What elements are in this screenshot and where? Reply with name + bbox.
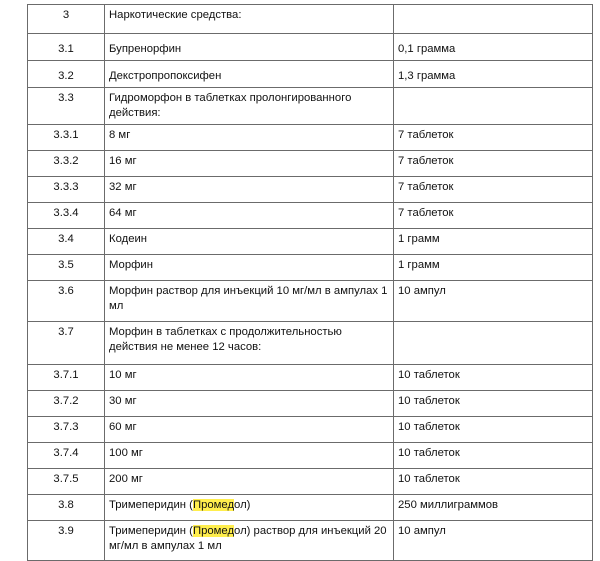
drug-name: Морфин раствор для инъекций 10 мг/мл в ампулах 1 мл [105, 281, 394, 322]
drug-quantity-table [27, 4, 593, 561]
drug-quantity: 0,1 грамма [394, 34, 593, 61]
row-number: 3.3.2 [28, 151, 105, 177]
drug-quantity: 10 таблеток [394, 417, 593, 443]
drug-name: 30 мг [105, 391, 394, 417]
row-number: 3.3 [28, 88, 105, 125]
drug-quantity: 10 таблеток [394, 365, 593, 391]
table-row [28, 229, 593, 255]
row-number: 3.3.1 [28, 125, 105, 151]
table-row [28, 255, 593, 281]
drug-quantity: 10 таблеток [394, 469, 593, 495]
drug-name-part: Тримеперидин ( [109, 525, 193, 537]
drug-quantity [394, 88, 593, 125]
table-row [28, 322, 593, 365]
drug-quantity: 10 таблеток [394, 391, 593, 417]
row-number: 3.7.2 [28, 391, 105, 417]
drug-quantity: 10 ампул [394, 521, 593, 561]
drug-name: 16 мг [105, 151, 394, 177]
row-number: 3.2 [28, 61, 105, 88]
table-row [28, 281, 593, 322]
drug-quantity [394, 5, 593, 34]
drug-name: Декстропропоксифен [105, 61, 394, 88]
drug-name: 8 мг [105, 125, 394, 151]
drug-quantity: 7 таблеток [394, 151, 593, 177]
drug-quantity: 250 миллиграммов [394, 495, 593, 521]
row-number: 3.5 [28, 255, 105, 281]
drug-name [105, 495, 394, 521]
row-number: 3.1 [28, 34, 105, 61]
table-row [28, 495, 593, 521]
drug-name: Бупренорфин [105, 34, 394, 61]
row-number: 3.9 [28, 521, 105, 561]
table-row [28, 521, 593, 561]
drug-name: 100 мг [105, 443, 394, 469]
drug-name: 32 мг [105, 177, 394, 203]
drug-name-part: ол) [234, 499, 251, 511]
drug-name: 200 мг [105, 469, 394, 495]
row-number: 3.7.1 [28, 365, 105, 391]
table-row [28, 177, 593, 203]
table-row [28, 391, 593, 417]
drug-name [105, 521, 394, 561]
highlighted-term: Промед [192, 525, 235, 537]
row-number: 3.7.5 [28, 469, 105, 495]
drug-quantity [394, 322, 593, 365]
drug-quantity: 10 таблеток [394, 443, 593, 469]
row-number: 3.6 [28, 281, 105, 322]
drug-name-part: ол) раствор для инъекций 20 мг/мл в ампулах 1 мл [109, 525, 387, 552]
row-number: 3.3.4 [28, 203, 105, 229]
drug-name: Гидроморфон в таблетках пролонгированного действия: [105, 88, 394, 125]
drug-name: Кодеин [105, 229, 394, 255]
drug-quantity: 10 ампул [394, 281, 593, 322]
drug-quantity: 1 грамм [394, 229, 593, 255]
table-row [28, 203, 593, 229]
table-row [28, 469, 593, 495]
table-row [28, 61, 593, 88]
drug-quantity: 1 грамм [394, 255, 593, 281]
drug-quantity: 7 таблеток [394, 177, 593, 203]
row-number: 3.7.4 [28, 443, 105, 469]
drug-quantity: 1,3 грамма [394, 61, 593, 88]
drug-name: 60 мг [105, 417, 394, 443]
drug-quantity: 7 таблеток [394, 125, 593, 151]
drug-name: Морфин [105, 255, 394, 281]
drug-name: Морфин в таблетках с продолжительностью действия не менее 12 часов: [105, 322, 394, 365]
row-number: 3.7.3 [28, 417, 105, 443]
table-row [28, 443, 593, 469]
drug-name: 64 мг [105, 203, 394, 229]
drug-quantity: 7 таблеток [394, 203, 593, 229]
row-number: 3 [28, 5, 105, 34]
row-number: 3.7 [28, 322, 105, 365]
drug-name: Наркотические средства: [105, 5, 394, 34]
table-row [28, 365, 593, 391]
row-number: 3.8 [28, 495, 105, 521]
drug-name: 10 мг [105, 365, 394, 391]
row-number: 3.4 [28, 229, 105, 255]
row-number: 3.3.3 [28, 177, 105, 203]
drug-name-part: Тримеперидин ( [109, 499, 193, 511]
table-row [28, 34, 593, 61]
table-row [28, 125, 593, 151]
table-row [28, 5, 593, 34]
highlighted-term: Промед [192, 499, 235, 511]
table-row [28, 151, 593, 177]
table-row [28, 417, 593, 443]
table-row [28, 88, 593, 125]
